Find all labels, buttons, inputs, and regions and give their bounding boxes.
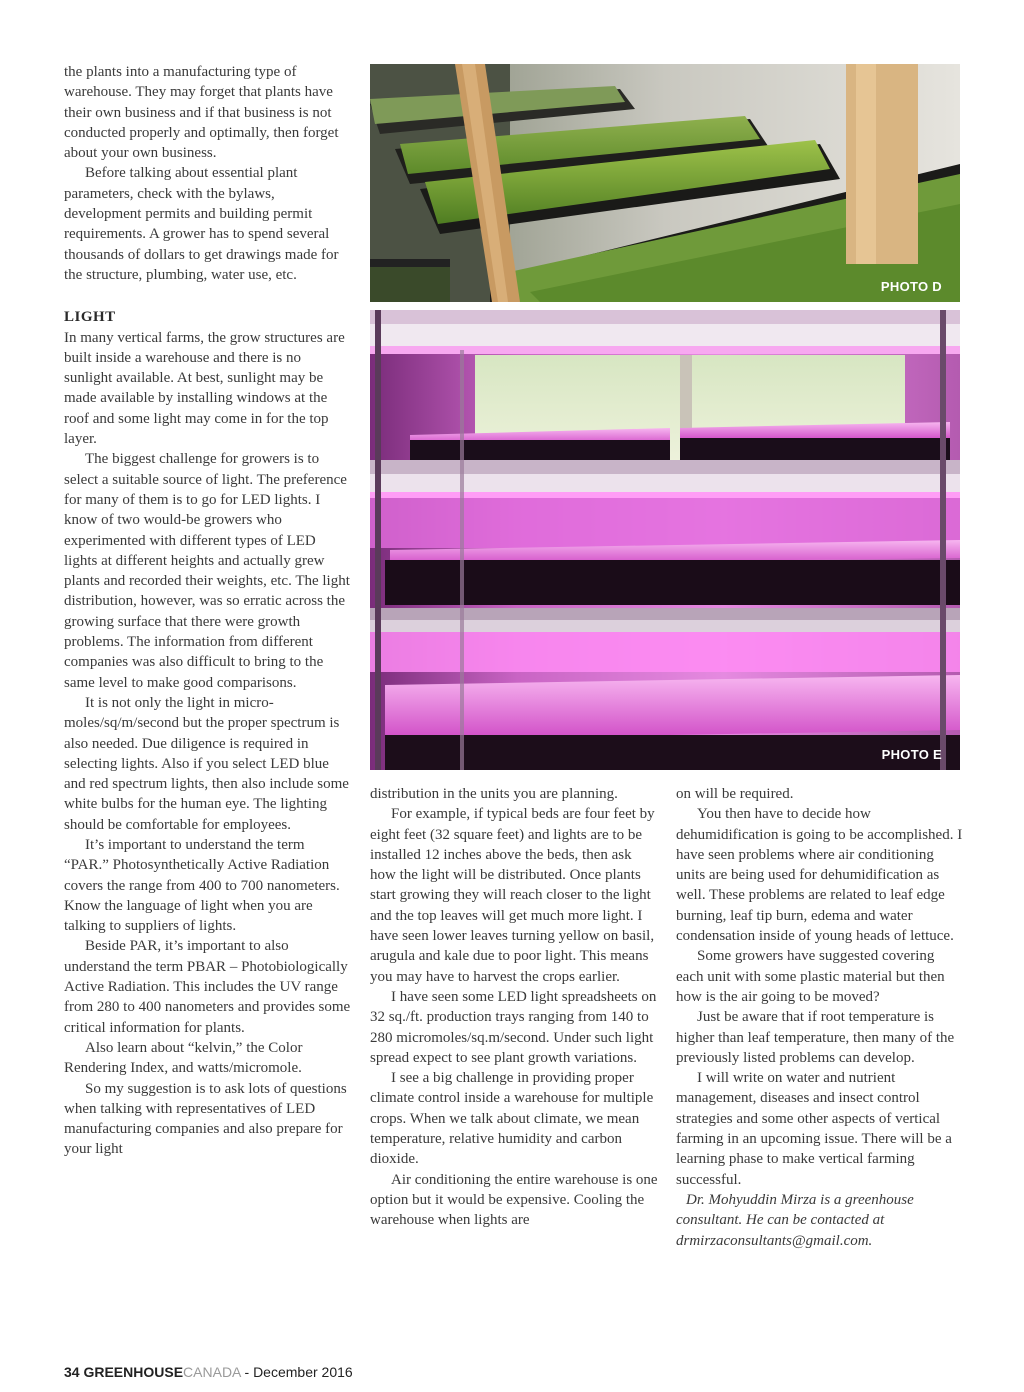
publication-name: GREENHOUSE (83, 1364, 184, 1380)
article-column-1 (64, 62, 352, 1160)
paragraph: It’s important to understand the term “PAR.” Photosynthetically Active Radiation covers the range from 400 to 700 nanometers. Know the language of light when you are talking to suppliers of lights. (64, 836, 340, 935)
article-column-3 (676, 784, 964, 1251)
section-heading: LIGHT (64, 309, 116, 326)
paragraph: Also learn about “kelvin,” the Color Rendering Index, and watts/micromole. (64, 1039, 303, 1077)
paragraph: Air conditioning the entire warehouse is one option but it would be expensive. Cooling the warehouse when lights are (370, 1171, 658, 1229)
paragraph: distribution in the units you are planning. (370, 786, 618, 802)
paragraph: Before talking about essential plant parameters, check with the bylaws, development permits and building permit requirements. A grower has to spend several thousands of dollars to get drawings made for the structure, plumbing, water use, etc. (64, 165, 339, 283)
photo-e-illustration (370, 310, 960, 770)
paragraph: So my suggestion is to ask lots of questions when talking with representatives of LED manufacturing companies and also prepare for your light (64, 1080, 347, 1158)
paragraph: Beside PAR, it’s important to also understand the term PBAR – Photobiologically Active Radiation. This includes the UV range from 280 to 400 nanometers and provides some critical information for plants. (64, 938, 351, 1036)
photo-d-label: PHOTO D (880, 279, 942, 294)
paragraph: Some growers have suggested covering each unit with some plastic material but then how is the air going to be moved? (676, 948, 945, 1005)
paragraph: the plants into a manufacturing type of warehouse. They may forget that plants have their own business and if that business is not conducted properly and optimally, then forget about your own business. (64, 64, 339, 162)
article-column-2 (370, 784, 658, 1231)
photo-e-label: PHOTO E (881, 747, 942, 762)
photo-d-illustration (370, 64, 960, 302)
author-email: drmirzaconsultants@gmail.com. (676, 1232, 873, 1249)
paragraph: It is not only the light in micro-moles/sq/m/second but the proper spectrum is also needed. Due diligence is required in selecting lights. Also if you select LED blue and red spectrum lights, then also include some white bulbs for the human eye. The lighting should be comfortable for employees. (64, 694, 349, 833)
paragraph: I have seen some LED light spreadsheets on 32 sq./ft. production trays ranging from 140 to 280 micromoles/sq.m/second. Under such light spread expect to see plant growth variations. (370, 988, 657, 1066)
paragraph: I will write on water and nutrient management, diseases and insect control strategies and some other aspects of vertical farming in an upcoming issue. There will be a learning phase to make vertical farming successful. (676, 1070, 952, 1188)
paragraph: In many vertical farms, the grow structures are built inside a warehouse and there is no sunlight available. At best, sunlight may be made available by installing windows at the roof and some light may come in for the top layer. (64, 329, 345, 448)
publication-name-suffix: CANADA (183, 1364, 241, 1380)
issue-date: - December 2016 (244, 1364, 353, 1380)
paragraph: The biggest challenge for growers is to select a suitable source of light. The preference for many of them is to go for LED lights. I know of two would-be growers who experimented with different types of LED lights at different heights and actually grew plants and recorded their weights, etc. The light distribution, however, was so erratic across the growing surface that there were growth problems. The information from different companies was also difficult to bring to the same level to make good comparisons. (64, 451, 350, 691)
paragraph: You then have to decide how dehumidification is going to be accomplished. I have seen problems where air conditioning units are being used for dehumidification as well. These problems are related to leaf edge burning, leaf tip burn, edema and water condensation inside of young heads of lettuce. (676, 806, 963, 945)
paragraph: on will be required. (676, 786, 794, 802)
page-number: 34 (64, 1364, 80, 1380)
paragraph: For example, if typical beds are four feet by eight feet (32 square feet) and lights are to be installed 12 inches above the beds, then ask how the light will be distributed. Once plants start growing they will reach closer to the light and the top leaves will get much more light. I have seen lower leaves turning yellow on basil, arugula and kale due to poor light. This means you may have to harvest the crops earlier. (370, 806, 655, 985)
photo-d-microgreen-trays (370, 64, 960, 302)
paragraph: Just be aware that if root temperature is higher than leaf temperature, then many of the previously listed problems can develop. (676, 1009, 955, 1066)
author-bio: Dr. Mohyuddin Mirza is a greenhouse consultant. He can be contacted at (676, 1191, 914, 1229)
page-footer (64, 1364, 353, 1380)
paragraph: I see a big challenge in providing proper climate control inside a warehouse for multiple crops. When we talk about climate, we mean temperature, relative humidity and carbon dioxide. (370, 1070, 654, 1168)
photo-e-led-shelving (370, 310, 960, 770)
